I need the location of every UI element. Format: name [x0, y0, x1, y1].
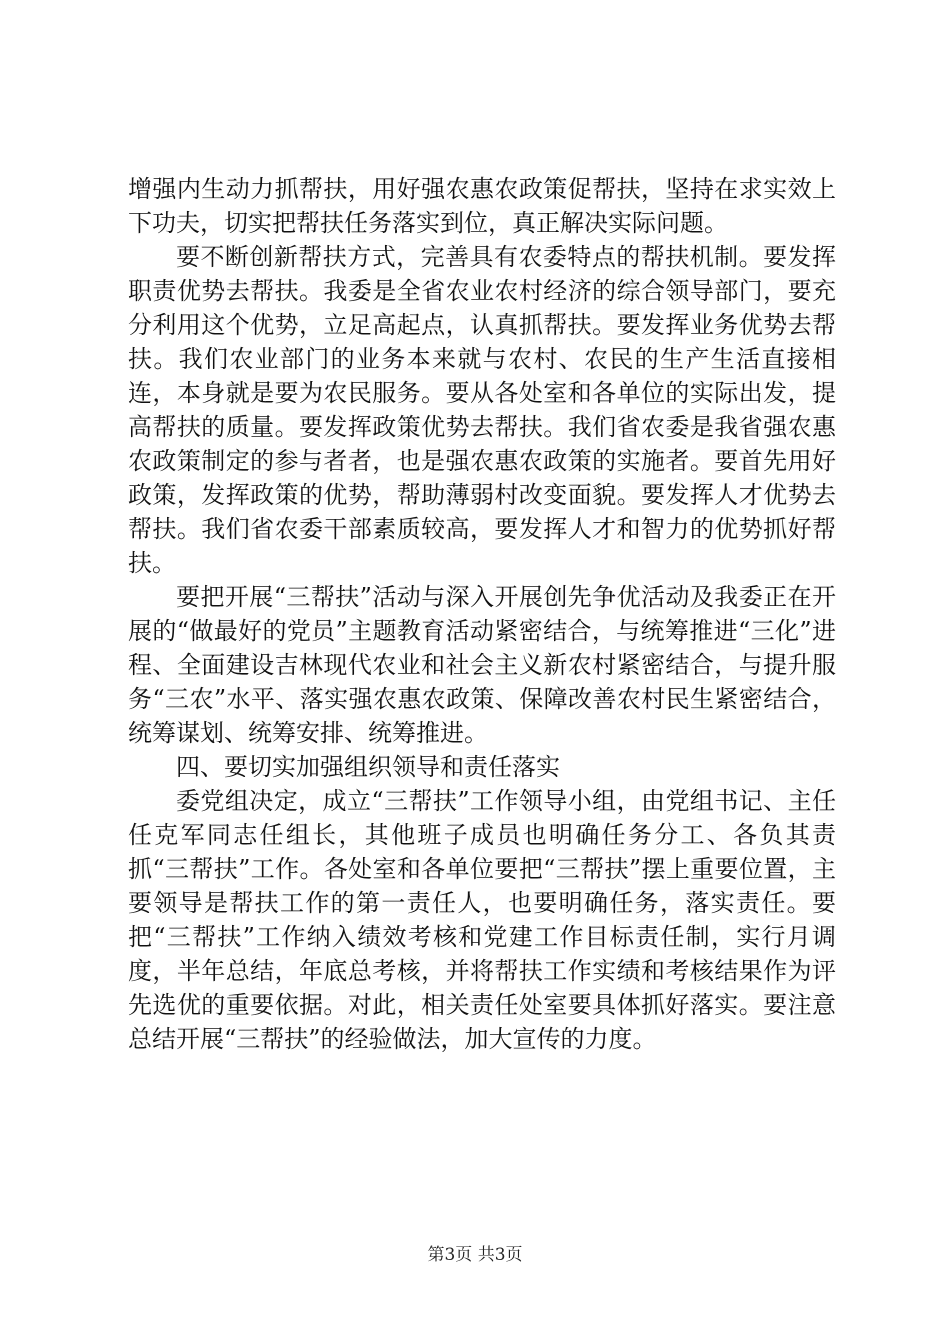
paragraph-1: 增强内生动力抓帮扶，用好强农惠农政策促帮扶，坚持在求实效上下功夫，切实把帮扶任务落实到位，真正解决实际问题。 [128, 175, 836, 237]
paragraph-3: 要把开展“三帮扶”活动与深入开展创先争优活动及我委正在开展的“做最好的党员”主题教育活动紧密结合，与统筹推进“三化”进程、全面建设吉林现代农业和社会主义新农村紧密结合，与提升服务“三农”水平、落实强农惠农政策、保障改善农村民生紧密结合，统筹谋划、统筹安排、统筹推进。 [128, 583, 836, 747]
document-body [128, 172, 836, 1056]
page-footer: 第3页 共3页 [427, 1245, 523, 1265]
section-heading: 四、要切实加强组织领导和责任落实 [176, 753, 560, 781]
paragraph-2: 要不断创新帮扶方式，完善具有农委特点的帮扶机制。要发挥职责优势去帮扶。我委是全省农业农村经济的综合领导部门，要充分利用这个优势，立足高起点，认真抓帮扶。要发挥业务优势去帮扶。我们农业部门的业务本来就与农村、农民的生产生活直接相连，本身就是要为农民服务。要从各处室和各单位的实际出发，提高帮扶的质量。要发挥政策优势去帮扶。我们省农委是我省强农惠农政策制定的参与者者，也是强农惠农政策的实施者。要首先用好政策，发挥政策的优势，帮助薄弱村改变面貌。要发挥人才优势去帮扶。我们省农委干部素质较高，要发挥人才和智力的优势抓好帮扶。 [128, 243, 836, 577]
paragraph-4: 委党组决定，成立“三帮扶”工作领导小组，由党组书记、主任任克军同志任组长，其他班子成员也明确任务分工、各负其责抓“三帮扶”工作。各处室和各单位要把“三帮扶”摆上重要位置，主要领导是帮扶工作的第一责任人，也要明确任务，落实责任。要把“三帮扶”工作纳入绩效考核和党建工作目标责任制，实行月调度，半年总结，年底总考核，并将帮扶工作实绩和考核结果作为评先选优的重要依据。对此，相关责任处室要具体抓好落实。要注意总结开展“三帮扶”的经验做法，加大宣传的力度。 [128, 787, 836, 1053]
